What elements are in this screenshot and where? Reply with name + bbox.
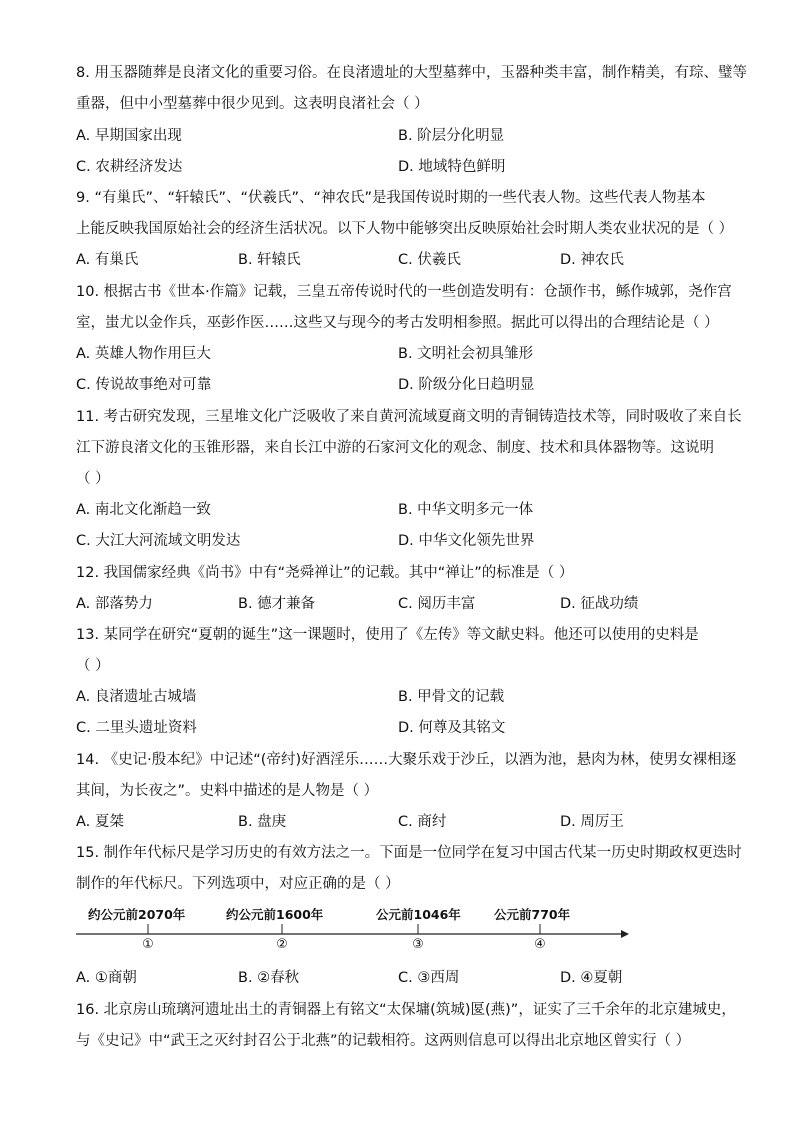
q11-stem-line3: （ ）	[76, 471, 110, 487]
q10-option-b: B. 文明社会初具雏形	[398, 346, 534, 362]
q14-option-d: D. 周厉王	[560, 814, 624, 830]
q15-option-a: A. ①商朝	[76, 970, 137, 986]
q11-stem-line1: 11. 考古研究发现，三星堆文化广泛吸收了来自黄河流域夏商文明的青铜铸造技术等，同时吸收了来自长	[76, 409, 742, 425]
q13-option-d: D. 何尊及其铭文	[398, 720, 506, 736]
q14-option-a: A. 夏桀	[76, 814, 124, 830]
q12-option-b: B. 德才兼备	[238, 596, 316, 612]
timeline-marker-1: ①	[142, 937, 154, 950]
q10-option-d: D. 阶级分化日趋明显	[398, 377, 535, 393]
timeline-marker-4: ④	[534, 937, 546, 950]
q15-option-c: C. ③西周	[398, 970, 460, 986]
q15-stem-line2: 制作的年代标尺。下列选项中，对应正确的是（ ）	[76, 876, 400, 892]
timeline-label-3: 公元前1046年	[376, 907, 461, 922]
q8-option-b: B. 阶层分化明显	[398, 128, 505, 144]
timeline-arrow-icon	[621, 930, 629, 938]
q8-option-a: A. 早期国家出现	[76, 128, 182, 144]
q9-option-d: D. 神农氏	[560, 252, 624, 268]
q11-option-a: A. 南北文化渐趋一致	[76, 502, 211, 518]
q8-option-c: C. 农耕经济发达	[76, 159, 183, 175]
q15-stem-line1: 15. 制作年代标尺是学习历史的有效方法之一。下面是一位同学在复习中国古代某一历史时期政权更迭时	[76, 845, 742, 861]
q14-option-c: C. 商纣	[398, 814, 447, 830]
q11-option-b: B. 中华文明多元一体	[398, 502, 534, 518]
q12-stem-line1: 12. 我国儒家经典《尚书》中有“尧舜禅让”的记载。其中“禅让”的标准是（ ）	[76, 565, 574, 581]
q9-option-b: B. 轩辕氏	[238, 252, 301, 268]
q9-stem-line2: 上能反映我国原始社会的经济生活状况。以下人物中能够突出反映原始社会时期人类农业状况的是（ ）	[76, 221, 734, 237]
timeline-marker-2: ②	[276, 937, 288, 950]
q16-stem-line2: 与《史记》中“武王之灭纣封召公于北燕”的记载相符。这两则信息可以得出北京地区曾实行（ ）	[76, 1033, 691, 1049]
q8-option-d: D. 地域特色鲜明	[398, 159, 506, 175]
q9-stem-line1: 9. “有巢氏”、“轩辕氏”、“伏羲氏”、“神农氏”是我国传说时期的一些代表人物。这些代表人物基本	[76, 190, 706, 206]
q10-stem-line1: 10. 根据古书《世本·作篇》记载，三皇五帝传说时代的一些创造发明有：仓颉作书，鲧作城郭，尧作宫	[76, 284, 732, 300]
q13-stem-line2: （ ）	[76, 658, 110, 674]
q11-option-c: C. 大江大河流域文明发达	[76, 533, 241, 549]
q12-option-d: D. 征战功绩	[560, 596, 639, 612]
timeline-label-1: 约公元前2070年	[88, 907, 186, 922]
q13-stem-line1: 13. 某同学在研究“夏朝的诞生”这一课题时，使用了《左传》等文献史料。他还可以使用的史料是	[76, 627, 699, 643]
q12-option-a: A. 部落势力	[76, 596, 153, 612]
q10-stem-line2: 室，蚩尤以金作兵，巫彭作医……这些又与现今的考古发明相参照。据此可以得出的合理结论是（ ）	[76, 315, 719, 331]
q12-option-c: C. 阅历丰富	[398, 596, 476, 612]
timeline-label-2: 约公元前1600年	[226, 907, 324, 922]
q13-option-a: A. 良渚遗址古城墙	[76, 689, 197, 705]
q13-option-b: B. 甲骨文的记载	[398, 689, 505, 705]
q14-option-b: B. 盘庚	[238, 814, 287, 830]
timeline-label-4: 公元前770年	[494, 907, 571, 922]
q11-stem-line2: 江下游良渚文化的玉锥形器，来自长江中游的石家河文化的观念、制度、技术和具体器物等。这说明	[76, 440, 714, 456]
q8-stem-line1: 8. 用玉器随葬是良渚文化的重要习俗。在良渚遗址的大型墓葬中，玉器种类丰富，制作精美，有琮、璧等	[76, 65, 747, 81]
q13-option-c: C. 二里头遗址资料	[76, 720, 197, 736]
q10-option-c: C. 传说故事绝对可靠	[76, 377, 212, 393]
q15-option-b: B. ②春秋	[238, 970, 300, 986]
q14-stem-line2: 其间，为长夜之”。史料中描述的是人物是（ ）	[76, 783, 379, 799]
q11-option-d: D. 中华文化领先世界	[398, 533, 535, 549]
q9-option-a: A. 有巢氏	[76, 252, 139, 268]
q14-stem-line1: 14. 《史记·殷本纪》中记述“(帝纣)好酒淫乐……大聚乐戏于沙丘，以酒为池，悬肉为林，使男女裸相逐	[76, 752, 737, 768]
era-timeline	[76, 900, 636, 950]
q9-option-c: C. 伏羲氏	[398, 252, 461, 268]
timeline-marker-3: ③	[412, 937, 424, 950]
q15-option-d: D. ④夏朝	[560, 970, 623, 986]
q8-stem-line2: 重器，但中小型墓葬中很少见到。这表明良渚社会（ ）	[76, 96, 429, 112]
q10-option-a: A. 英雄人物作用巨大	[76, 346, 211, 362]
q16-stem-line1: 16. 北京房山琉璃河遗址出土的青铜器上有铭文“太保墉(筑城)匽(燕)”，证实了三千余年的北京建城史，	[76, 1002, 736, 1018]
